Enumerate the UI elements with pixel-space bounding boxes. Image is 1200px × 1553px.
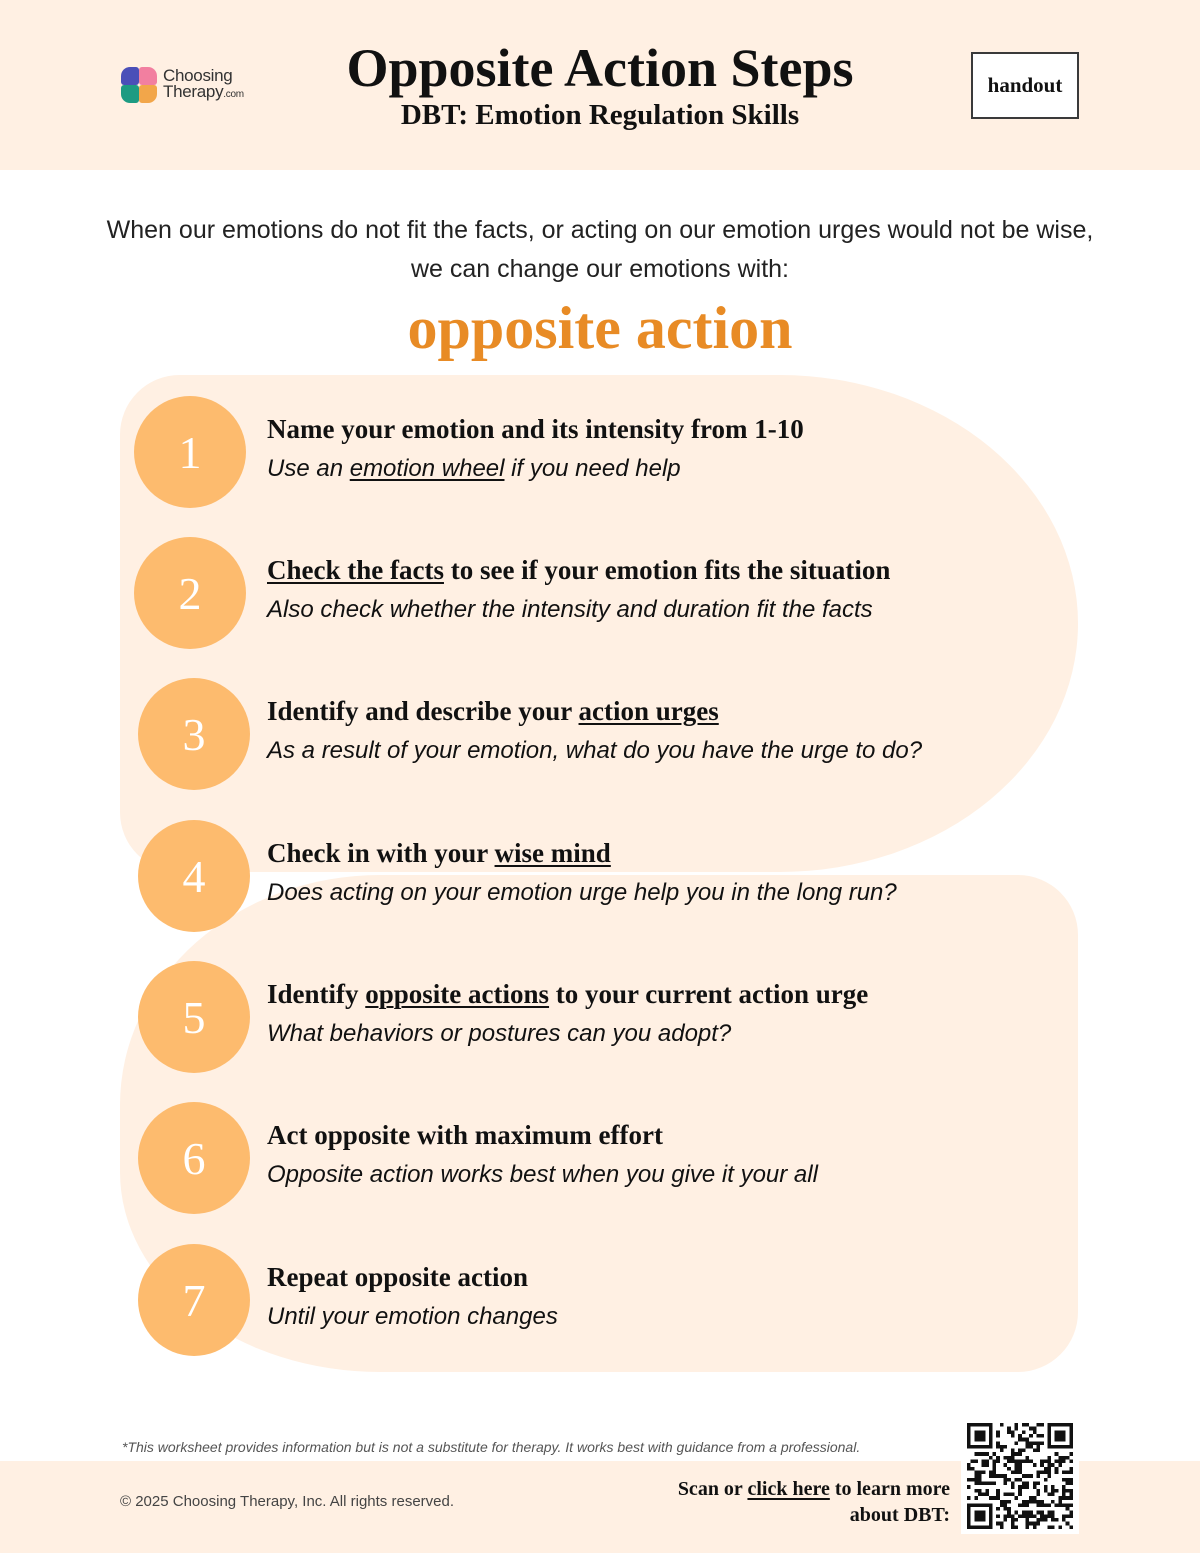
step-title: Name your emotion and its intensity from 1-10 (267, 414, 804, 444)
logo-wordmark: Choosing Therapy.com (163, 65, 244, 101)
page-subtitle: DBT: Emotion Regulation Skills (400, 99, 800, 131)
step-title-link[interactable]: action urges (578, 696, 719, 726)
step-title: Check in with your wise mind (267, 838, 611, 868)
step-title: Check the facts to see if your emotion fits the situation (267, 555, 891, 585)
page-title: Opposite Action Steps (346, 38, 854, 98)
step-title: Act opposite with maximum effort (267, 1120, 663, 1150)
step-title: Identify and describe your action urges (267, 696, 719, 726)
qr-code-icon[interactable] (961, 1418, 1079, 1534)
step-number-badge: 6 (138, 1102, 250, 1214)
step-description: Use an emotion wheel if you need help (267, 455, 681, 482)
step-2 (0, 537, 1200, 649)
step-title: Identify opposite actions to your current action urge (267, 979, 869, 1009)
handout-badge: handout (971, 52, 1079, 119)
step-7 (0, 1244, 1200, 1356)
step-4 (0, 820, 1200, 932)
click-here-link[interactable]: click here (747, 1478, 830, 1500)
step-1 (0, 396, 1200, 508)
step-number-badge: 1 (134, 396, 246, 508)
intro-text: When our emotions do not fit the facts, or acting on our emotion urges would not be wise, we can change our emotions with: (106, 216, 1094, 283)
step-6 (0, 1102, 1200, 1214)
step-5 (0, 961, 1200, 1073)
step-number-badge: 5 (138, 961, 250, 1073)
step-number-badge: 4 (138, 820, 250, 932)
step-title: Repeat opposite action (267, 1262, 528, 1292)
step-title-link[interactable]: Check the facts (267, 555, 444, 585)
step-description-link[interactable]: emotion wheel (349, 455, 505, 482)
step-description: Also check whether the intensity and duration fit the facts (267, 596, 873, 623)
disclaimer: *This worksheet provides information but is not a substitute for therapy. It works best with guidance from a professional. (122, 1439, 861, 1455)
step-description: Does acting on your emotion urge help you in the long run? (267, 879, 897, 906)
step-description: What behaviors or postures can you adopt? (267, 1020, 732, 1047)
headline-opposite-action: opposite action (407, 295, 793, 361)
step-3 (0, 678, 1200, 790)
step-title-link[interactable]: opposite actions (365, 979, 550, 1009)
step-number-badge: 2 (134, 537, 246, 649)
step-number-badge: 3 (138, 678, 250, 790)
scan-cta: Scan or click here to learn more about DBT: (677, 1478, 950, 1526)
copyright: © 2025 Choosing Therapy, Inc. All rights reserved. (120, 1493, 455, 1510)
step-title-link[interactable]: wise mind (494, 838, 611, 868)
step-description: Opposite action works best when you give it your all (267, 1161, 818, 1188)
step-number-badge: 7 (138, 1244, 250, 1356)
step-description: As a result of your emotion, what do you have the urge to do? (267, 737, 923, 764)
step-description: Until your emotion changes (267, 1303, 558, 1330)
